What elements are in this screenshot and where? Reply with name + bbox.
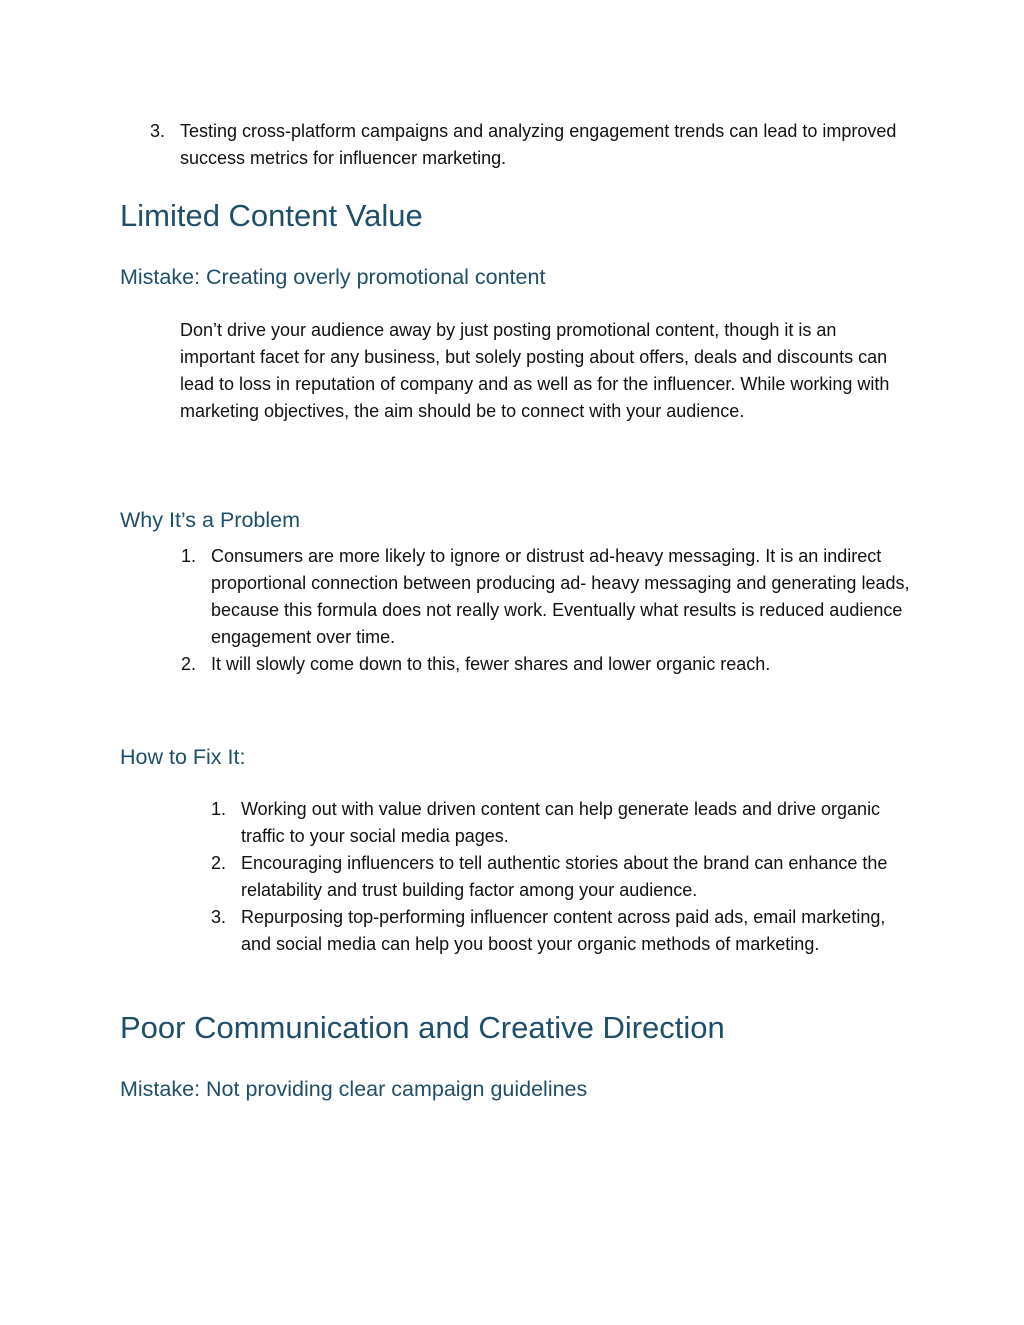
list-item-number: 2. xyxy=(211,853,227,873)
problem-heading: Why It’s a Problem xyxy=(120,508,301,532)
list-item xyxy=(211,850,901,904)
body-paragraph: Don’t drive your audience away by just posting promotional content, though it is an important facet for any business, but solely posting about offers, deals and discounts can lead to loss in reputation of company and as well as for the influencer. While working with marketing objectives, the aim should be to connect with your audience. xyxy=(180,320,890,421)
list-item xyxy=(181,543,911,651)
mistake-heading: Mistake: Creating overly promotional content xyxy=(120,265,546,289)
list-item-number: 1. xyxy=(211,799,227,819)
list-item xyxy=(211,904,901,958)
fix-heading: How to Fix It: xyxy=(120,745,246,769)
list-item-text: Encouraging influencers to tell authentic stories about the brand can enhance the relatability and trust building factor among your audience. xyxy=(241,853,888,900)
list-item-number: 2. xyxy=(181,654,197,674)
list-item-text: Testing cross-platform campaigns and analyzing engagement trends can lead to improved success metrics for influencer marketing. xyxy=(180,121,897,168)
list-item xyxy=(181,651,911,678)
list-item-number: 3. xyxy=(211,907,227,927)
list-item xyxy=(150,118,910,172)
section-heading-poor-communication: Poor Communication and Creative Direction xyxy=(120,1010,725,1045)
list-item-number: 3. xyxy=(150,121,166,141)
list-item-text: It will slowly come down to this, fewer shares and lower organic reach. xyxy=(211,654,771,674)
list-item xyxy=(211,796,901,850)
mistake-heading: Mistake: Not providing clear campaign guidelines xyxy=(120,1077,588,1101)
list-item-text: Consumers are more likely to ignore or distrust ad-heavy messaging. It is an indirect proportional connection between producing ad- heavy messaging and generating leads, because this formula does not really work. Eventually what results is reduced audience engagement over time. xyxy=(211,546,910,647)
list-item-number: 1. xyxy=(181,546,197,566)
section-heading-limited-content-value: Limited Content Value xyxy=(120,198,423,233)
list-item-text: Working out with value driven content can help generate leads and drive organic traffic to your social media pages. xyxy=(241,799,881,846)
list-item-text: Repurposing top-performing influencer content across paid ads, email marketing, and social media can help you boost your organic methods of marketing. xyxy=(241,907,886,954)
